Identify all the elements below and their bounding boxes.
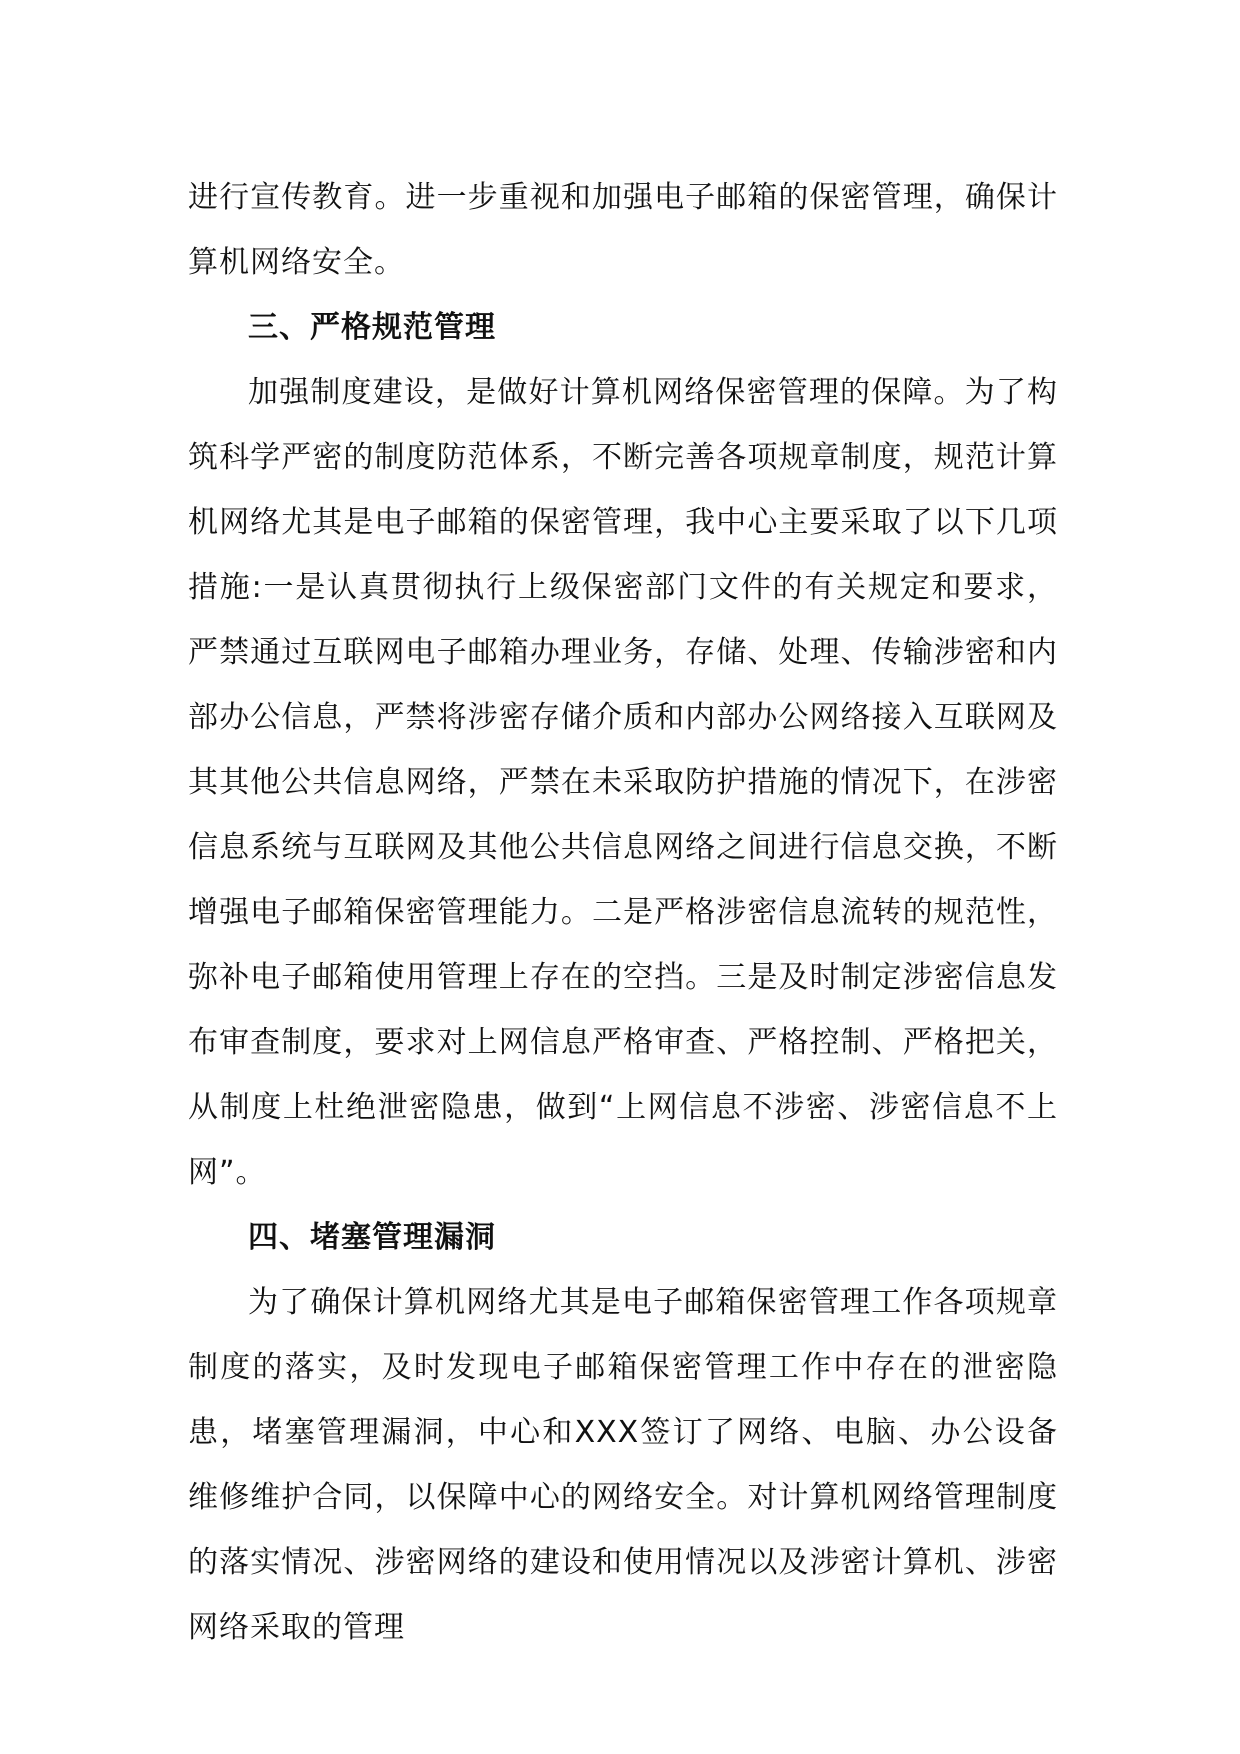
document-body: [188, 165, 1058, 1660]
section-heading-3: 三、严格规范管理: [248, 310, 496, 345]
section-heading-4: 四、堵塞管理漏洞: [248, 1220, 496, 1255]
body-paragraph-section-4: 为了确保计算机网络尤其是电子邮箱保密管理工作各项规章制度的落实，及时发现电子邮箱保密管理工作中存在的泄密隐患，堵塞管理漏洞，中心和XXX签订了网络、电脑、办公设备维修维护合同，以保障中心的网络安全。对计算机网络管理制度的落实情况、涉密网络的建设和使用情况以及涉密计算机、涉密网络采取的管理: [188, 1285, 1058, 1645]
body-paragraph-intro: 进行宣传教育。进一步重视和加强电子邮箱的保密管理，确保计算机网络安全。: [188, 180, 1058, 280]
body-paragraph-section-3: 加强制度建设，是做好计算机网络保密管理的保障。为了构筑科学严密的制度防范体系，不断完善各项规章制度，规范计算机网络尤其是电子邮箱的保密管理，我中心主要采取了以下几项措施:一是认真贯彻执行上级保密部门文件的有关规定和要求，严禁通过互联网电子邮箱办理业务，存储、处理、传输涉密和内部办公信息，严禁将涉密存储介质和内部办公网络接入互联网及其其他公共信息网络，严禁在未采取防护措施的情况下，在涉密信息系统与互联网及其他公共信息网络之间进行信息交换，不断增强电子邮箱保密管理能力。二是严格涉密信息流转的规范性，弥补电子邮箱使用管理上存在的空挡。三是及时制定涉密信息发布审查制度，要求对上网信息严格审查、严格控制、严格把关，从制度上杜绝泄密隐患，做到“上网信息不涉密、涉密信息不上网”。: [188, 375, 1058, 1190]
